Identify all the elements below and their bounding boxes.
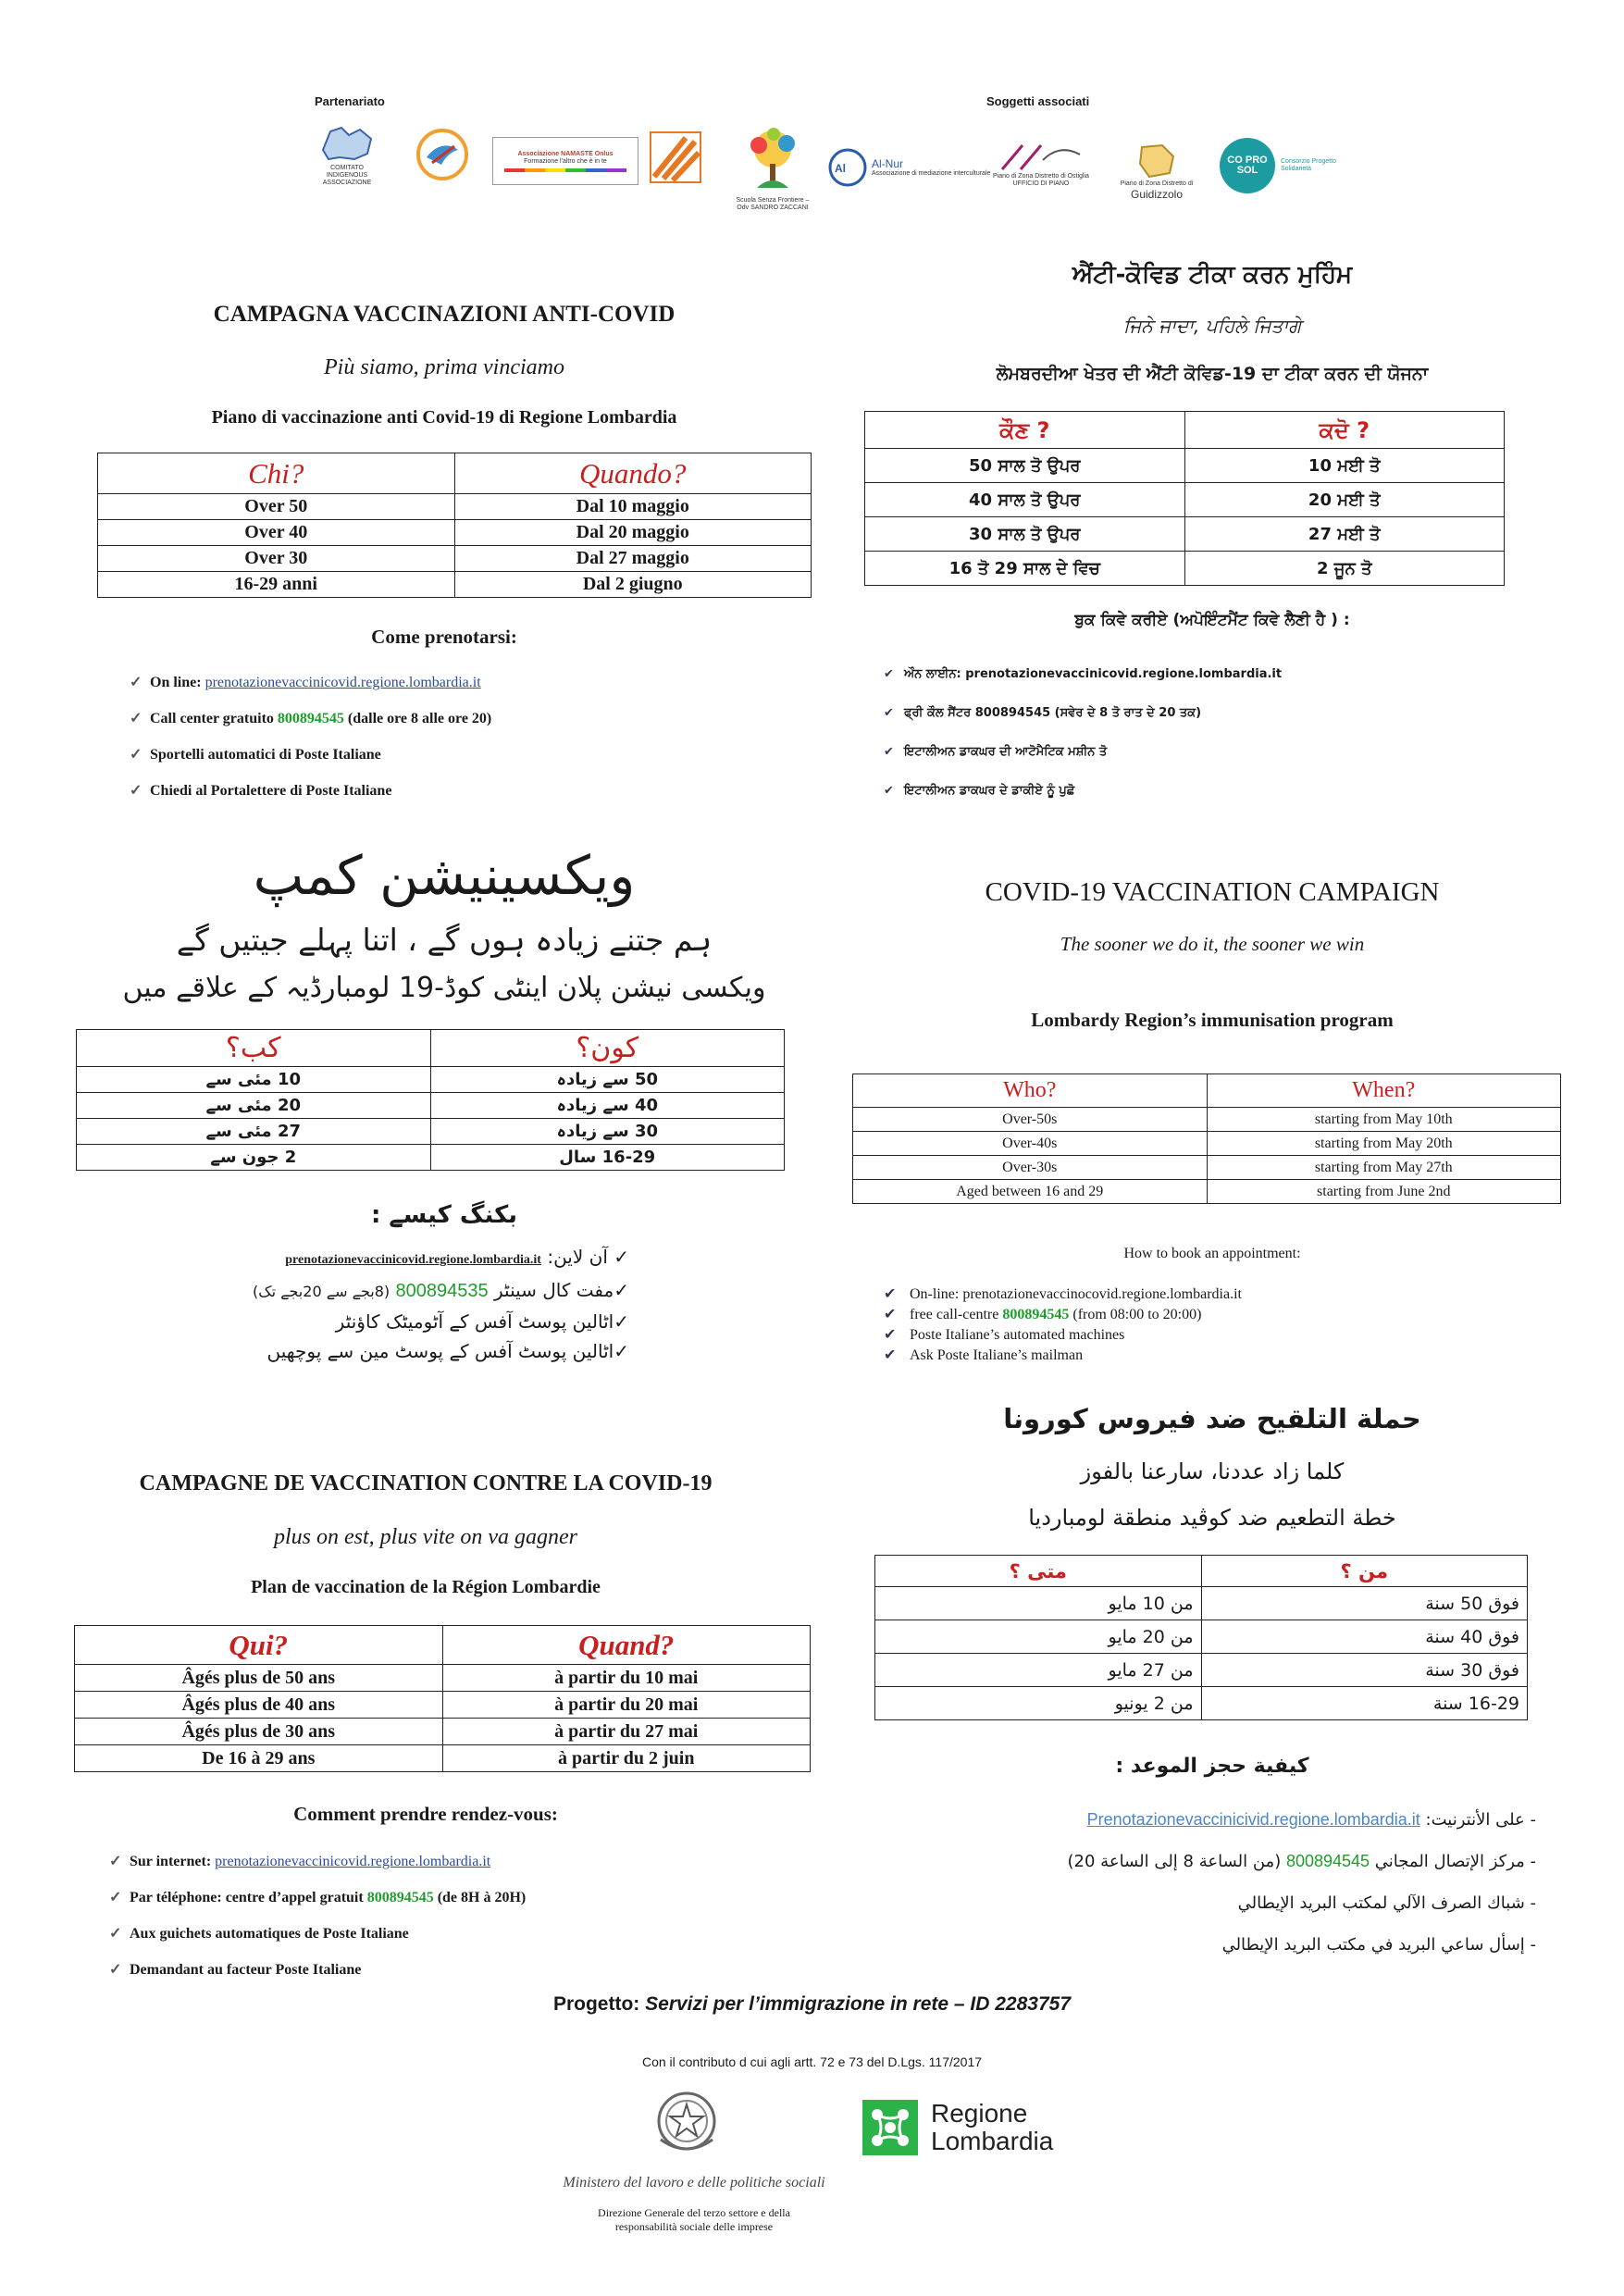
al-nur-logo: Al Al-Nur Associazione di mediazione interculturale [827, 144, 994, 191]
check-icon: ✓ [130, 747, 143, 763]
french-schedule-table [74, 1625, 811, 1772]
table-cell: 16-29 سال [430, 1145, 785, 1171]
region-label-2: Lombardia [931, 2127, 1054, 2155]
table-cell: 20 مئی سے [77, 1093, 431, 1119]
col-when: متى ؟ [875, 1556, 1202, 1587]
table-cell: à partir du 2 juin [442, 1745, 811, 1772]
check-icon: ✓ [109, 1854, 122, 1869]
list-item: ✓ Demandant au facteur Poste Italiane [109, 1952, 526, 1988]
check-icon: ✓ [109, 1962, 122, 1978]
table-cell: à partir du 27 mai [442, 1719, 811, 1745]
italian-booking-list [130, 664, 491, 809]
punjabi-subtitle: ਲੋਮਬਰਦੀਆ ਖੇਤਰ ਦੀ ਐਂਟੀ ਕੋਵਿਡ-19 ਦਾ ਟੀਕਾ ਕਰਨ ਦੀ ਯੋਜਨਾ [996, 364, 1429, 384]
contribution-text: Con il contributo d cui agli artt. 72 e 73 del D.Lgs. 117/2017 [641, 2054, 983, 2069]
table-cell: 50 ਸਾਲ ਤੋ ਉਪਰ [865, 449, 1185, 483]
list-item: ✔ On-line: prenotazionevaccinocovid.regione.lombardia.it [884, 1285, 1242, 1305]
italian-title: CAMPAGNA VACCINAZIONI ANTI-COVID [213, 302, 676, 327]
italian-slogan: Più siamo, prima vinciamo [324, 355, 564, 379]
col-when: When? [1207, 1074, 1561, 1108]
table-cell: 40 سے زیادہ [430, 1093, 785, 1119]
french-title: CAMPAGNE DE VACCINATION CONTRE LA COVID-19 [139, 1471, 713, 1496]
region-label-1: Regione [931, 2099, 1028, 2128]
list-item: - على الأنترنيت: Prenotazionevaccinicivid.regione.lombardia.it [1086, 1810, 1536, 1830]
check-icon: ✔ [884, 1347, 897, 1363]
table-cell: من 20 مايو [875, 1620, 1202, 1654]
project-line: Progetto: Servizi per l’immigrazione in rete – ID 2283757 [552, 1993, 1072, 2015]
col-who: ਕੌਣ ? [865, 412, 1185, 449]
list-item: ✓اٹالین پوسٹ آفس کے آٹومیٹک کاؤنٹر [335, 1310, 629, 1333]
list-item: ✓ Aux guichets automatiques de Poste Italiane [109, 1916, 526, 1952]
table-cell: 40 ਸਾਲ ਤੋ ਉਪਰ [865, 483, 1185, 517]
table-cell: 10 ਮਈ ਤੋ [1184, 449, 1505, 483]
ministry-signature: Ministero del lavoro e delle politiche sociali [563, 2175, 825, 2191]
italian-how-title: Come prenotarsi: [371, 626, 517, 648]
associates-label: Soggetti associati [986, 94, 1090, 108]
punjabi-booking-list [884, 655, 1282, 811]
table-cell: 16-29 سنة [1201, 1687, 1528, 1720]
english-booking-list [884, 1285, 1242, 1366]
directorate-line-2: responsabilità sociale delle imprese [614, 2220, 774, 2233]
phone-number: 800894545 [366, 1890, 434, 1905]
french-slogan: plus on est, plus vite on va gagner [274, 1525, 577, 1549]
table-cell: Over-30s [853, 1156, 1208, 1180]
table-cell: Dal 20 maggio [454, 520, 812, 546]
english-title: COVID-19 VACCINATION CAMPAIGN [985, 877, 1440, 907]
namaste-logo: Associazione NAMASTE Onlus Formazione l'altro che è in te [492, 137, 638, 185]
list-item: ✔ ਇਟਾਲੀਅਨ ਡਾਕਘਰ ਦੇ ਡਾਕੀਏ ਨੂੰ ਪੁਛੋ [884, 772, 1282, 811]
table-cell: 20 ਮਈ ਤੋ [1184, 483, 1505, 517]
regione-lombardia-logo [861, 2095, 1092, 2160]
table-cell: Dal 27 maggio [454, 546, 812, 572]
check-icon: ✓ [130, 783, 143, 799]
table-cell: 30 سے زیادہ [430, 1119, 785, 1145]
urdu-title: ویکسینیشن کمپ [253, 844, 636, 907]
urdu-subtitle: ویکسی نیشن پلان اینٹی کوڈ-19 لومبارڈیہ کے علاقے میں [122, 972, 766, 1004]
table-cell: à partir du 10 mai [442, 1665, 811, 1692]
piano-di-zona-logo: Piano di Zona Distretto di Ostiglia UFFICIO DI PIANO [990, 137, 1092, 192]
arabic-subtitle: خطة التطعيم ضد كوڤيد منطقة لومبارديا [1028, 1505, 1396, 1531]
table-cell: فوق 50 سنة [1201, 1587, 1528, 1620]
table-cell: Dal 10 maggio [454, 494, 812, 520]
table-cell: من 27 مايو [875, 1654, 1202, 1687]
check-icon: ✓ [109, 1926, 122, 1942]
check-icon: ✓ [109, 1890, 122, 1905]
arabic-how-title: كيفية حجز الموعد : [1115, 1755, 1309, 1778]
coprosol-logo: CO PRO SOL Consorzio Progetto Solidarietà [1220, 137, 1349, 194]
phone-number: 800894545 [1285, 1852, 1370, 1870]
list-item: ✔ ਇਟਾਲੀਅਨ ਡਾਕਘਰ ਦੀ ਆਟੋਮੈਟਿਕ ਮਸ਼ੀਨ ਤੋ [884, 733, 1282, 772]
english-subtitle: Lombardy Region’s immunisation program [1031, 1009, 1394, 1031]
french-booking-list [109, 1843, 526, 1988]
english-schedule-table [852, 1074, 1561, 1204]
table-cell: 16 ਤੋ 29 ਸਾਲ ਦੇ ਵਿਚ [865, 552, 1185, 586]
table-cell: 2 ਜੂਨ ਤੋ [1184, 552, 1505, 586]
booking-link[interactable]: prenotazionevaccinicovid.regione.lombardia.it [205, 675, 481, 690]
check-icon: ✔ [884, 1327, 897, 1343]
italian-emblem-icon [653, 2088, 720, 2158]
table-cell: 30 ਸਾਲ ਤੋ ਉਪਰ [865, 517, 1185, 552]
list-item: ✓مفت کال سینٹر 800894535 (8بجے سے 20بجے تک) [253, 1279, 629, 1301]
list-item: ✓ Sportelli automatici di Poste Italiane [130, 737, 491, 773]
table-cell: à partir du 20 mai [442, 1692, 811, 1719]
check-icon: ✔ [884, 667, 894, 681]
punjabi-title: ਐਂਟੀ-ਕੋਵਿਡ ਟੀਕਾ ਕਰਨ ਮੁਹਿੰਮ [1072, 261, 1353, 289]
col-when: Quando? [454, 453, 812, 494]
col-who: Qui? [75, 1626, 443, 1665]
arabic-slogan: كلما زاد عددنا، سارعنا بالفوز [1080, 1458, 1345, 1484]
table-cell: 50 سے زیادہ [430, 1067, 785, 1093]
arabic-title: حملة التلقيح ضد فيروس كورونا [1003, 1403, 1421, 1434]
col-when: ਕਦੋ ? [1184, 412, 1505, 449]
list-item: ✓ On line: prenotazionevaccinicovid.regione.lombardia.it [130, 664, 491, 701]
table-cell: Over 40 [98, 520, 455, 546]
table-cell: Âgés plus de 30 ans [75, 1719, 443, 1745]
dove-logo [412, 122, 473, 187]
list-item: - شباك الصرف الآلي لمكتب البريد الإيطالي [1237, 1893, 1536, 1913]
urdu-schedule-table [76, 1029, 785, 1171]
table-cell: فوق 30 سنة [1201, 1654, 1528, 1687]
table-cell: Over-50s [853, 1108, 1208, 1132]
rosa-camuna-icon [861, 2098, 920, 2157]
col-when: Quand? [442, 1626, 811, 1665]
arabic-schedule-table [874, 1555, 1528, 1720]
list-item: ✓اٹالین پوسٹ آفس کے پوسٹ مین سے پوچھیں [267, 1340, 629, 1362]
punjabi-slogan: ਜਿਨੇ ਜਾਦਾ, ਪਹਿਲੇ ਜਿਤਾਗੇ [1122, 315, 1302, 337]
table-cell: Dal 2 giugno [454, 572, 812, 598]
list-item: ✔ Poste Italiane’s automated machines [884, 1325, 1242, 1346]
list-item: ✔ ਔਨ ਲਾਈਨ: prenotazionevaccinicovid.regione.lombardia.it [884, 655, 1282, 694]
english-how-title: How to book an appointment: [1123, 1246, 1301, 1261]
list-item: ✓ آن لاین: prenotazionevaccinicovid.regione.lombardia.it [285, 1246, 629, 1268]
table-cell: Over 30 [98, 546, 455, 572]
school-tree-logo: Scuola Senza Frontiere – Odv SANDRO ZACCANI [731, 118, 814, 220]
list-item: ✔ Ask Poste Italiane’s mailman [884, 1346, 1242, 1366]
urdu-booking-list [111, 1242, 629, 1366]
punjabi-how-title: ਬੁਕ ਕਿਵੇ ਕਰੀਏ (ਅਪੋਇੰਟਮੈਂਟ ਕਿਵੇ ਲੈਣੀ ਹੈ ) : [1074, 611, 1350, 629]
english-slogan: The sooner we do it, the sooner we win [1060, 933, 1365, 955]
phone-number: 800894545 [1002, 1307, 1070, 1322]
list-item: ✓ Sur internet: prenotazionevaccinicovid.regione.lombardia.it [109, 1843, 526, 1880]
table-cell: Over 50 [98, 494, 455, 520]
check-icon: ✔ [884, 1286, 897, 1302]
col-who: من ؟ [1201, 1556, 1528, 1587]
phone-number: 800894535 [395, 1281, 489, 1301]
check-icon: ✔ [884, 706, 894, 720]
table-cell: Âgés plus de 50 ans [75, 1665, 443, 1692]
list-item: - مركز الإتصال المجاني 800894545 (من الساعة 8 إلى الساعة 20) [1067, 1852, 1536, 1871]
partners-label: Partenariato [315, 94, 385, 108]
col-who: Chi? [98, 453, 455, 494]
list-item: ✔ free call-centre 800894545 (from 08:00 to 20:00) [884, 1305, 1242, 1325]
orange-stripes-logo [648, 130, 703, 185]
list-item: ✓ Chiedi al Portalettere di Poste Italiane [130, 773, 491, 809]
urdu-slogan: ہم جتنے زیادہ ہوں گے ، اتنا پہلے جیتیں گے [176, 922, 713, 958]
col-who: کون؟ [430, 1030, 785, 1067]
check-icon: ✓ [130, 711, 143, 726]
guidizzolo-map-logo: Piano di Zona Distretto di Guidizzolo [1120, 131, 1194, 211]
col-who: Who? [853, 1074, 1208, 1108]
table-cell: starting from May 20th [1207, 1132, 1561, 1156]
table-cell: Over-40s [853, 1132, 1208, 1156]
directorate-line-1: Direzione Generale del terzo settore e della [598, 2206, 790, 2219]
arabic-booking-list [907, 1799, 1536, 1966]
booking-link[interactable]: Prenotazionevaccinicivid.regione.lombardia.it [1086, 1810, 1420, 1829]
table-cell: 27 ਮਈ ਤੋ [1184, 517, 1505, 552]
table-cell: 10 مئی سے [77, 1067, 431, 1093]
table-cell: Âgés plus de 40 ans [75, 1692, 443, 1719]
urdu-how-title: بکنگ کیسے : [370, 1201, 518, 1229]
italian-schedule-table [97, 453, 812, 598]
table-cell: من 10 مايو [875, 1587, 1202, 1620]
french-how-title: Comment prendre rendez-vous: [293, 1803, 558, 1825]
list-item: - إسأل ساعي البريد في مكتب البريد الإيطالي [1221, 1935, 1536, 1955]
phone-number: 800894545 [277, 711, 344, 726]
table-cell: Aged between 16 and 29 [853, 1180, 1208, 1204]
list-item: ✓ Call center gratuito 800894545 (dalle ore 8 alle ore 20) [130, 701, 491, 737]
check-icon: ✔ [884, 745, 894, 759]
list-item: ✓ Par téléphone: centre d’appel gratuit 800894545 (de 8H à 20H) [109, 1880, 526, 1916]
italian-subtitle: Piano di vaccinazione anti Covid-19 di Regione Lombardia [211, 407, 677, 428]
table-cell: starting from May 10th [1207, 1108, 1561, 1132]
table-cell: starting from May 27th [1207, 1156, 1561, 1180]
check-icon: ✓ [130, 675, 143, 690]
check-icon: ✔ [884, 1307, 897, 1322]
list-item: ✔ ਫ੍ਰੀ ਕੌਲ ਸੈਂਟਰ 800894545 (ਸਵੇਰ ਦੇ 8 ਤੋ ਰਾਤ ਦੇ 20 ਤਕ) [884, 694, 1282, 733]
svg-text:Al: Al [835, 162, 846, 175]
table-cell: فوق 40 سنة [1201, 1620, 1528, 1654]
table-cell: من 2 يونيو [875, 1687, 1202, 1720]
booking-link[interactable]: prenotazionevaccinicovid.regione.lombardia.it [285, 1253, 541, 1267]
check-icon: ✔ [884, 784, 894, 798]
booking-link[interactable]: prenotazionevaccinicovid.regione.lombardia.it [215, 1854, 491, 1869]
table-cell: starting from June 2nd [1207, 1180, 1561, 1204]
punjabi-schedule-table [864, 411, 1505, 586]
table-cell: 27 مئی سے [77, 1119, 431, 1145]
table-cell: De 16 à 29 ans [75, 1745, 443, 1772]
table-cell: 2 جون سے [77, 1145, 431, 1171]
table-cell: 16-29 anni [98, 572, 455, 598]
lombardy-map-logo: COMITATO INDIGENOUS ASSOCIAZIONE [315, 122, 379, 187]
french-subtitle: Plan de vaccination de la Région Lombardie [251, 1577, 601, 1597]
col-when: کب؟ [77, 1030, 431, 1067]
